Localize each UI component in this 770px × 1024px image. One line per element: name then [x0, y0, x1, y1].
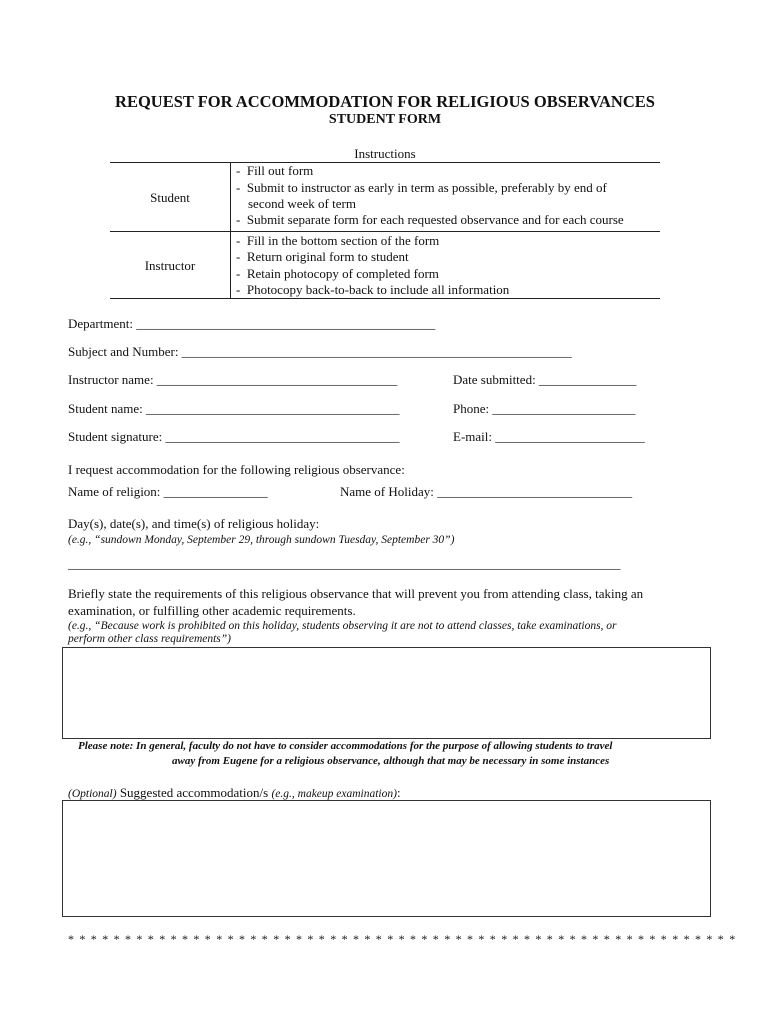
- student-signature-field[interactable]: Student signature: ____________________________________: [68, 429, 400, 444]
- student-instruction-2-cont: second week of term: [248, 196, 356, 211]
- instructions-bottom-rule: [110, 298, 660, 299]
- student-name-field[interactable]: Student name: _______________________________________: [68, 401, 400, 416]
- instructor-instruction-3: - Retain photocopy of completed form: [236, 266, 439, 281]
- instructions-middle-rule: [110, 231, 660, 232]
- subject-number-field[interactable]: Subject and Number: ____________________________________________________________: [68, 344, 572, 359]
- student-instruction-2: - Submit to instructor as early in term as possible, preferably by end of: [236, 180, 607, 195]
- phone-field[interactable]: Phone: ______________________: [453, 401, 636, 416]
- holiday-dates-example: (e.g., “sundown Monday, September 29, through sundown Tuesday, September 30”): [68, 534, 455, 546]
- date-submitted-field[interactable]: Date submitted: _______________: [453, 372, 637, 387]
- page-title: REQUEST FOR ACCOMMODATION FOR RELIGIOUS OBSERVANCES: [115, 92, 655, 111]
- suggested-accommodation-label: (Optional) Suggested accommodation/s (e.g., makeup examination):: [68, 785, 401, 800]
- student-role-label: Student: [150, 190, 190, 205]
- instructions-top-rule: [110, 162, 660, 163]
- suggested-accommodation-textbox[interactable]: [62, 800, 711, 917]
- requirements-prompt-line-1: Briefly state the requirements of this religious observance that will prevent you from attending class, taking an: [68, 586, 644, 601]
- requirements-example-line-2: perform other class requirements”): [68, 633, 232, 645]
- student-instruction-1: - Fill out form: [236, 163, 314, 178]
- instructor-role-label: Instructor: [144, 258, 196, 273]
- email-field[interactable]: E-mail: _______________________: [453, 429, 645, 444]
- holiday-name-field[interactable]: Name of Holiday: ______________________________: [340, 484, 633, 499]
- requirements-textbox[interactable]: [62, 647, 711, 739]
- religion-name-field[interactable]: Name of religion: ________________: [68, 484, 268, 499]
- student-instruction-3: - Submit separate form for each requested observance and for each course: [236, 212, 624, 227]
- optional-tag: (Optional): [68, 788, 117, 800]
- department-field[interactable]: Department: ______________________________________________: [68, 316, 436, 331]
- requirements-prompt-line-2: examination, or fulfilling other academic requirements.: [68, 603, 356, 618]
- page-subtitle: STUDENT FORM: [328, 112, 442, 127]
- request-statement: I request accommodation for the following religious observance:: [68, 462, 405, 477]
- travel-note-line-1: Please note: In general, faculty do not have to consider accommodations for the purpose of allowing students to travel: [78, 740, 613, 752]
- instructor-instruction-1: - Fill in the bottom section of the form: [236, 233, 440, 248]
- section-separator-stars: * * * * * * * * * * * * * * * * * * * * * * * * * * * * * * * * * * * * * * * * * * * * * * * * * * * * * * * * * * *: [68, 932, 737, 946]
- instructions-heading: Instructions: [354, 146, 416, 161]
- instructor-instruction-4: - Photocopy back-to-back to include all information: [236, 282, 510, 297]
- instructor-name-field[interactable]: Instructor name: _____________________________________: [68, 372, 398, 387]
- requirements-example-line-1: (e.g., “Because work is prohibited on this holiday, students observing it are not to attend classes, take examinations, or: [68, 620, 617, 632]
- instructions-column-divider: [230, 162, 231, 298]
- holiday-dates-line[interactable]: _____________________________________________________________________________________: [68, 556, 621, 571]
- holiday-dates-label: Day(s), date(s), and time(s) of religious holiday:: [68, 516, 320, 531]
- travel-note-line-2: away from Eugene for a religious observance, although that may be necessary in some instances: [172, 755, 610, 767]
- suggested-example: (e.g., makeup examination): [271, 788, 397, 800]
- instructor-instruction-2: - Return original form to student: [236, 249, 409, 264]
